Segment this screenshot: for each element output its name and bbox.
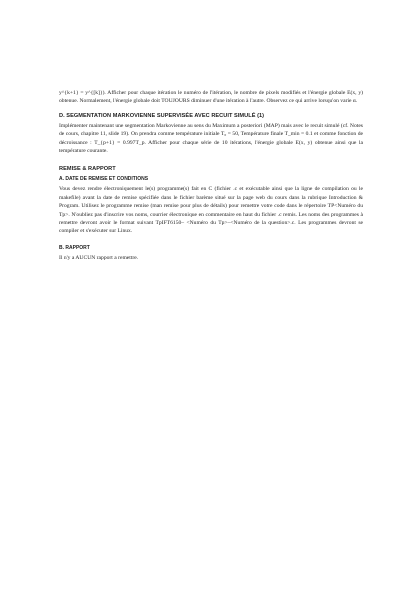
- section-a-paragraph: Vous devez rendre électroniquement le(s) programme(s) fait en C (fichier .c et exécutable ainsi que la ligne de compilation ou le makefile) avant la date de remise spécifiée dans le fichier barème situé sur la page web du cours dans la rubrique Introduction & Program. Utilisez le programme remise (man remise pour plus de détails) pour remettre votre code dans le répertoire TP<Numéro du Tp>. N'oubliez pas d'inscrire vos noms, courrier électronique en commentaire en haut du fichier .c remis. Les noms des programmes à remettre devront avoir le format suivant TpIFT6150– <Numéro du Tp>–<Numéro de la question>.c. Les programmes devront se compiler et s'exécuter sur Linux.: [59, 186, 363, 235]
- section-d-paragraph: Implémenter maintenant une segmentation Markovienne au sens du Maximum a posteriori (MAP) mais avec le recuit simulé (cf. Notes de cours, chapitre 11, slide 19). On prendra comme température initiale T₀ = 50, Température finale T_min = 0.1 et comme fonction de décroissance : T_{p+1} = 0.997T_p. Afficher pour chaque série de 10 itérations, l'énergie globale E(x, y) obtenue ainsi que la température courante.: [59, 122, 363, 155]
- section-a-heading: A. DATE DE REMISE ET CONDITIONS: [59, 176, 149, 183]
- remise-heading: REMISE & RAPPORT: [59, 166, 116, 173]
- intro-paragraph: y^{k+1} = y^{[k]}). Afficher pour chaque itération le numéro de l'itération, le nombre de pixels modifiés et l'énergie globale E(x, y) obtenue. Normalement, l'énergie globale doit TOUJOURS diminuer d'une itération à l'autre. Observez ce qui arrive lorsqu'on varie α.: [59, 90, 363, 105]
- section-b-heading: B. RAPPORT: [59, 244, 90, 251]
- section-d-heading: D. SEGMENTATION MARKOVIENNE SUPERVISÉE AVEC RECUIT SIMULÉ (1): [59, 112, 265, 119]
- document-page: [59, 89, 363, 262]
- section-b-paragraph: Il n'y a AUCUN rapport a remettre.: [59, 254, 139, 261]
